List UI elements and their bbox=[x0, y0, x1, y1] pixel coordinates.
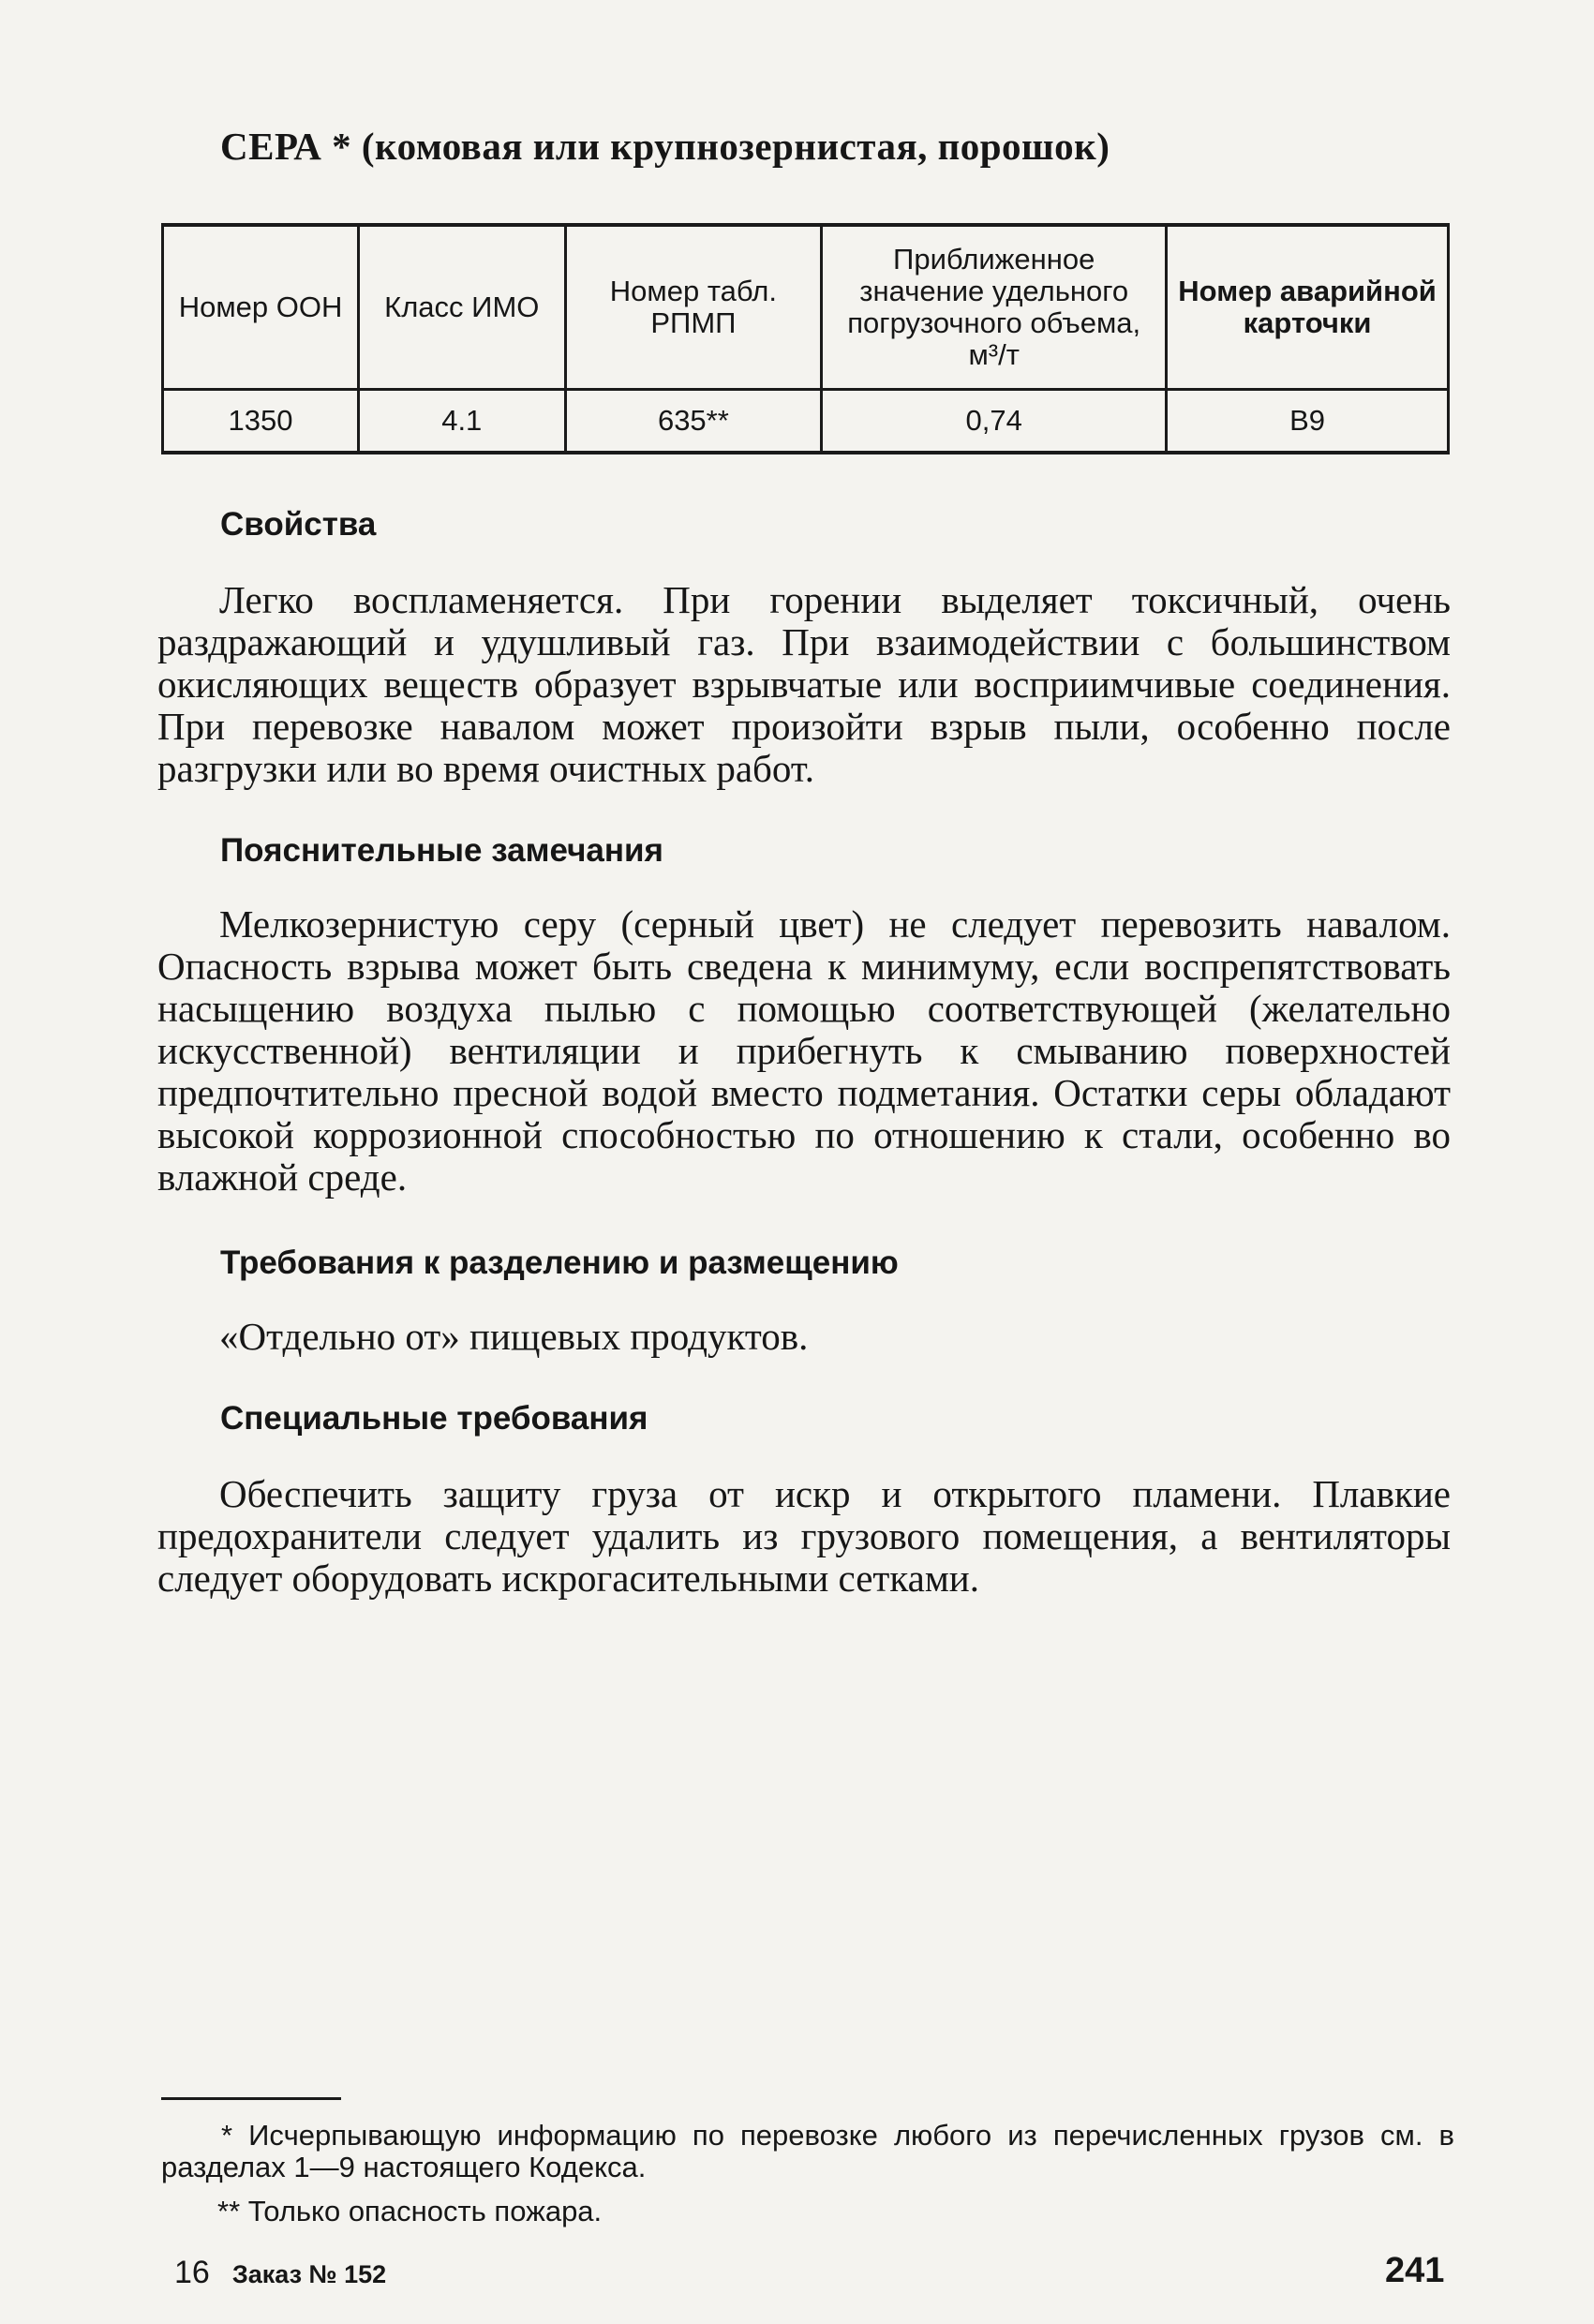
header-un-number: Номер ООН bbox=[163, 225, 359, 390]
sheet-number: 16 bbox=[174, 2255, 210, 2290]
page-number: 241 bbox=[1385, 2251, 1445, 2290]
cell-stowage-factor: 0,74 bbox=[822, 390, 1167, 454]
cell-table-number: 635** bbox=[565, 390, 822, 454]
paragraph-special: Обеспечить защиту груза от искр и открытого пламени. Плавкие предохранители следует удалить из грузового помещения, а вентиляторы следует оборудовать искрогасительными сетками. bbox=[157, 1472, 1451, 1600]
heading-remarks: Пояснительные замечания bbox=[220, 832, 663, 869]
heading-properties: Свойства bbox=[220, 506, 377, 543]
page-title: СЕРА * (комовая или крупнозернистая, порошок) bbox=[220, 125, 1110, 168]
heading-separation: Требования к разделению и размещению bbox=[220, 1244, 899, 1281]
cell-imo-class: 4.1 bbox=[359, 390, 565, 454]
cell-emergency-card: B9 bbox=[1167, 390, 1449, 454]
table-row bbox=[163, 390, 1449, 454]
footnote-divider bbox=[161, 2097, 341, 2100]
cargo-spec-table bbox=[161, 223, 1450, 454]
header-imo-class: Класс ИМО bbox=[359, 225, 565, 390]
print-signature bbox=[174, 2255, 386, 2291]
paragraph-remarks: Мелкозернистую серу (серный цвет) не следует перевозить навалом. Опасность взрыва может быть сведена к минимуму, если воспрепятствовать насыщению воздуха пылью с помощью соответствующей (желательно искусственной) вентиляции и прибегнуть к смыванию поверхностей предпочтительно пресной водой вместо подметания. Остатки серы обладают высокой коррозионной способностью по отношению к стали, особенно во влажной среде. bbox=[157, 902, 1451, 1199]
order-number: Заказ № 152 bbox=[231, 2260, 387, 2288]
footnote-2: ** Только опасность пожара. bbox=[217, 2195, 603, 2227]
footnote-1: * Исчерпывающую информацию по перевозке любого из перечисленных грузов см. в разделах 1—9 настоящего Кодекса. bbox=[161, 2119, 1454, 2183]
header-emergency-card: Номер аварийной карточки bbox=[1167, 225, 1449, 390]
header-table-number: Номер табл. РПМП bbox=[565, 225, 822, 390]
cell-un-number: 1350 bbox=[163, 390, 359, 454]
paragraph-properties: Легко воспламеняется. При горении выделяет токсичный, очень раздражающий и удушливый газ. При взаимодействии с большинством окисляющих веществ образует взрывчатые или восприимчивые соединения. При перевозке навалом может произойти взрыв пыли, особенно после разгрузки или во время очистных работ. bbox=[157, 578, 1451, 790]
heading-special: Специальные требования bbox=[220, 1400, 648, 1437]
paragraph-separation: «Отдельно от» пищевых продуктов. bbox=[219, 1315, 809, 1358]
table-header-row bbox=[163, 225, 1449, 390]
header-stowage-factor: Приближенное значение удельного погрузочного объема, м³/т bbox=[822, 225, 1167, 390]
